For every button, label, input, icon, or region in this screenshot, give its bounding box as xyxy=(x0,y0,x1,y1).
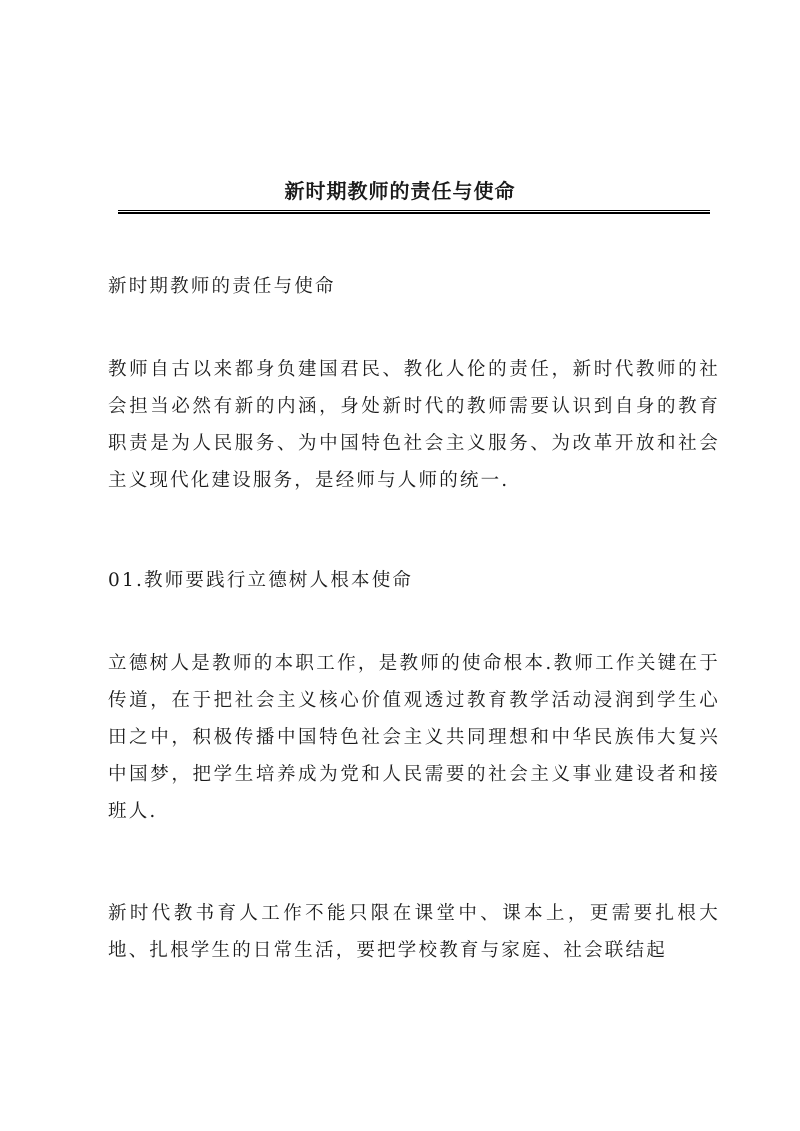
title-divider xyxy=(118,210,710,214)
section-heading-01: 01.教师要践行立德树人根本使命 xyxy=(108,570,414,591)
body-paragraph-1: 立德树人是教师的本职工作，是教师的使命根本.教师工作关键在于传道，在于把社会主义核心价值观透过教育教学活动浸润到学生心田之中，积极传播中国特色社会主义共同理想和中华民族伟大复兴中国梦，把学生培养成为党和人民需要的社会主义事业建设者和接班人. xyxy=(108,653,720,822)
subtitle-paragraph: 新时期教师的责任与使命 xyxy=(108,276,336,297)
intro-paragraph: 教师自古以来都身负建国君民、教化人伦的责任，新时代教师的社会担当必然有新的内涵，身处新时代的教师需要认识到自身的教育职责是为人民服务、为中国特色社会主义服务、为改革开放和社会主义现代化建设服务，是经师与人师的统一. xyxy=(108,359,720,491)
document-title: 新时期教师的责任与使命 xyxy=(284,179,516,204)
body-paragraph-2: 新时代教书育人工作不能只限在课堂中、课本上，更需要扎根大地、扎根学生的日常生活，要把学校教育与家庭、社会联结起 xyxy=(108,903,720,961)
